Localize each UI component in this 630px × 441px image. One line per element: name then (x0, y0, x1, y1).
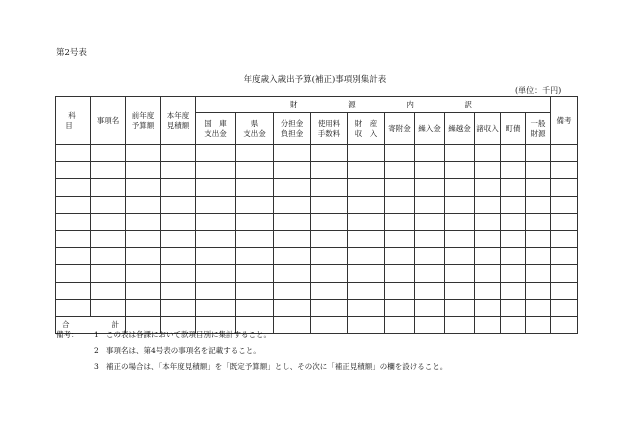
table-cell (526, 265, 551, 282)
note-item: 3 補正の場合は、「本年度見積額」を「既定予算額」とし、その次に「補正見積額」の欄を設けること。 (94, 362, 448, 371)
table-cell (236, 265, 274, 282)
table-cell (348, 196, 385, 213)
col-prev-budget: 前年度 予算額 (126, 97, 161, 145)
table-cell (445, 265, 475, 282)
table-cell (445, 179, 475, 196)
table-cell (445, 162, 475, 179)
table-cell (161, 248, 196, 265)
table-cell (91, 265, 126, 282)
table-cell (196, 196, 236, 213)
table-cell (311, 162, 348, 179)
table-cell (385, 282, 415, 299)
table-cell (501, 230, 526, 247)
table-cell (475, 179, 501, 196)
table-cell (385, 162, 415, 179)
table-row (56, 162, 578, 179)
table-cell (526, 230, 551, 247)
table-cell (56, 179, 91, 196)
table-cell (445, 248, 475, 265)
table-cell (475, 196, 501, 213)
table-cell (236, 282, 274, 299)
table-cell (274, 282, 311, 299)
table-row (56, 179, 578, 196)
table-cell (161, 196, 196, 213)
table-cell (385, 299, 415, 316)
table-cell (348, 282, 385, 299)
table-cell (551, 282, 578, 299)
table-cell (126, 230, 161, 247)
table-cell (274, 265, 311, 282)
table-cell (348, 265, 385, 282)
table-cell (196, 145, 236, 162)
table-cell (196, 265, 236, 282)
table-cell (161, 230, 196, 247)
table-cell (348, 248, 385, 265)
table-cell (91, 282, 126, 299)
table-cell (126, 179, 161, 196)
table-cell (161, 145, 196, 162)
table-cell (126, 248, 161, 265)
table-cell (56, 265, 91, 282)
table-cell (475, 299, 501, 316)
table-cell (348, 299, 385, 316)
table-cell (311, 265, 348, 282)
table-cell (385, 196, 415, 213)
table-cell (501, 196, 526, 213)
table-cell (196, 213, 236, 230)
col-biko: 備考 (551, 97, 578, 145)
col-jikoumei: 事項名 (91, 97, 126, 145)
table-cell (415, 282, 445, 299)
table-cell (551, 179, 578, 196)
table-cell (56, 282, 91, 299)
table-cell (311, 196, 348, 213)
table-cell (274, 162, 311, 179)
col-ippan-zaigen: 一般 財源 (526, 113, 551, 145)
table-cell (126, 145, 161, 162)
table-cell (196, 248, 236, 265)
table-cell (126, 213, 161, 230)
table-cell (475, 145, 501, 162)
col-kokko: 国 庫 支出金 (196, 113, 236, 145)
table-row (56, 265, 578, 282)
table-row (56, 299, 578, 316)
table-cell (526, 145, 551, 162)
table-cell (126, 196, 161, 213)
table-cell (274, 299, 311, 316)
table-cell (526, 248, 551, 265)
table-cell (475, 230, 501, 247)
table-cell (348, 179, 385, 196)
col-zaisan: 財 産 収 入 (348, 113, 385, 145)
total-label: 合 計 (56, 316, 126, 334)
col-kurinyukin: 繰入金 (415, 113, 445, 145)
table-cell (91, 299, 126, 316)
table-cell (551, 213, 578, 230)
table-cell (236, 299, 274, 316)
table-cell (385, 213, 415, 230)
table-cell (475, 213, 501, 230)
unit-label: (単位：千円) (515, 86, 562, 95)
table-cell (311, 213, 348, 230)
table-cell (501, 179, 526, 196)
table-cell (91, 230, 126, 247)
table-cell (415, 230, 445, 247)
table-cell (91, 162, 126, 179)
table-cell (348, 230, 385, 247)
table-cell (415, 145, 445, 162)
table-cell (526, 213, 551, 230)
table-cell (475, 248, 501, 265)
table-cell (311, 248, 348, 265)
table-cell (236, 248, 274, 265)
table-cell (475, 265, 501, 282)
table-cell (56, 299, 91, 316)
table-cell (91, 179, 126, 196)
table-cell (236, 230, 274, 247)
note-item: 備考： 1 この表は各課において款項目別に集計すること。 (56, 330, 271, 339)
table-cell (274, 213, 311, 230)
table-cell (385, 179, 415, 196)
table-cell (385, 265, 415, 282)
col-this-estimate: 本年度 見積額 (161, 97, 196, 145)
table-cell (415, 213, 445, 230)
table-cell (415, 248, 445, 265)
table-cell (126, 299, 161, 316)
table-cell (445, 299, 475, 316)
table-cell (551, 248, 578, 265)
table-cell (551, 145, 578, 162)
table-cell (501, 299, 526, 316)
table-cell (196, 230, 236, 247)
table-cell (501, 162, 526, 179)
table-cell (526, 299, 551, 316)
table-cell (526, 282, 551, 299)
table-cell (56, 213, 91, 230)
table-cell (445, 145, 475, 162)
table-cell (501, 282, 526, 299)
table-cell (236, 213, 274, 230)
table-row (56, 196, 578, 213)
table-cell (161, 179, 196, 196)
table-cell (311, 282, 348, 299)
table-cell (236, 162, 274, 179)
table-cell (415, 265, 445, 282)
table-cell (236, 196, 274, 213)
table-cell (161, 282, 196, 299)
table-cell (56, 162, 91, 179)
table-cell (311, 230, 348, 247)
table-cell (385, 248, 415, 265)
table-cell (56, 230, 91, 247)
table-cell (56, 248, 91, 265)
col-kifukin: 寄附金 (385, 113, 415, 145)
table-cell (415, 162, 445, 179)
table-cell (501, 248, 526, 265)
table-cell (274, 230, 311, 247)
table-cell (445, 282, 475, 299)
table-row (56, 248, 578, 265)
table-cell (91, 145, 126, 162)
table-cell (385, 145, 415, 162)
table-cell (236, 179, 274, 196)
table-cell (348, 162, 385, 179)
table-cell (526, 162, 551, 179)
table-cell (56, 145, 91, 162)
col-buntan: 分担金 負担金 (274, 113, 311, 145)
table-cell (274, 179, 311, 196)
table-row (56, 213, 578, 230)
table-cell (126, 265, 161, 282)
table-cell (161, 162, 196, 179)
budget-summary-table (55, 96, 578, 334)
col-shiyou: 使用料 手数料 (311, 113, 348, 145)
col-chosai: 町債 (501, 113, 526, 145)
table-cell (91, 248, 126, 265)
table-cell (475, 282, 501, 299)
table-cell (415, 299, 445, 316)
table-cell (274, 145, 311, 162)
table-cell (415, 179, 445, 196)
table-cell (348, 213, 385, 230)
table-cell (526, 196, 551, 213)
col-shoshunyu: 諸収入 (475, 113, 501, 145)
table-cell (236, 145, 274, 162)
col-ken: 県 支出金 (236, 113, 274, 145)
col-kurikoshikin: 繰越金 (445, 113, 475, 145)
table-row (56, 145, 578, 162)
col-zaigen-uchiwake: 財 源 内 訳 (196, 97, 551, 113)
table-cell (445, 230, 475, 247)
col-kamoku: 科 目 (56, 97, 91, 145)
table-cell (311, 179, 348, 196)
notes-section (56, 327, 447, 375)
table-row (56, 230, 578, 247)
table-cell (274, 196, 311, 213)
table-cell (196, 162, 236, 179)
table-cell (348, 145, 385, 162)
table-cell (126, 162, 161, 179)
table-cell (415, 196, 445, 213)
table-cell (196, 179, 236, 196)
table-cell (91, 196, 126, 213)
table-cell (551, 162, 578, 179)
table-cell (551, 230, 578, 247)
table-cell (385, 230, 415, 247)
table-cell (161, 265, 196, 282)
table-cell (501, 145, 526, 162)
table-cell (501, 213, 526, 230)
table-cell (311, 145, 348, 162)
table-cell (196, 299, 236, 316)
note-item: 2 事項名は、第4号表の事項名を記載すること。 (94, 346, 261, 355)
table-cell (551, 196, 578, 213)
table-cell (126, 282, 161, 299)
table-cell (196, 282, 236, 299)
table-cell (161, 299, 196, 316)
table-cell (91, 213, 126, 230)
table-cell (445, 196, 475, 213)
table-cell (161, 213, 196, 230)
table-row (56, 282, 578, 299)
table-cell (551, 265, 578, 282)
table-cell (475, 162, 501, 179)
table-cell (445, 213, 475, 230)
document-title: 年度歳入歳出予算(補正)事項別集計表 (243, 75, 387, 85)
table-cell (526, 179, 551, 196)
table-cell (56, 196, 91, 213)
table-cell (311, 299, 348, 316)
table-cell (501, 265, 526, 282)
table-cell (274, 248, 311, 265)
form-number: 第2号表 (56, 48, 87, 58)
table-cell (551, 299, 578, 316)
